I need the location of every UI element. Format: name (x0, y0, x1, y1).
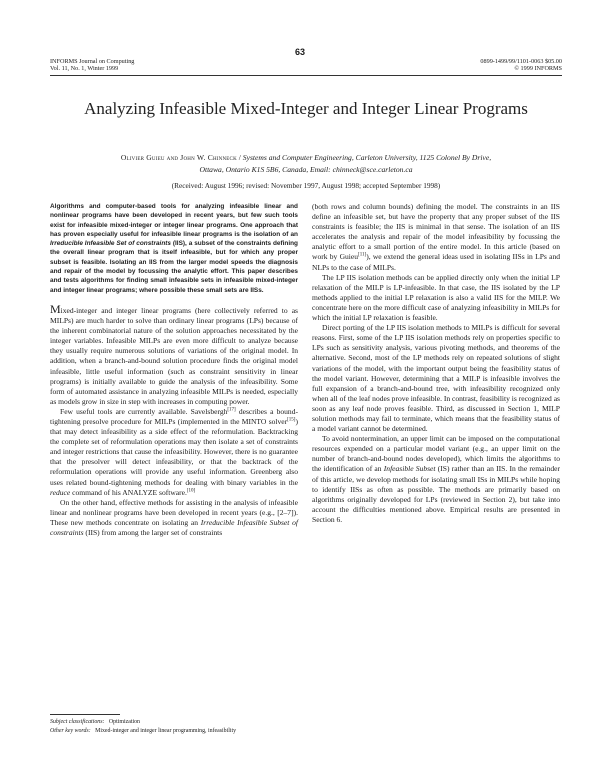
p2-text-b: describes a bound-tightening presolve procedure for MILPs (implemented in the MINTO solver (50, 406, 298, 426)
journal-header-left (50, 58, 134, 73)
abstract-term: Irreducible Infeasible Set of constraints (50, 240, 171, 248)
abstract (50, 202, 298, 295)
p2-term: reduce (50, 487, 71, 497)
drop-cap: M (50, 301, 61, 316)
p3-term: Irreducible Infeasible Subset of constraints (50, 517, 298, 538)
abstract-text-2: (IIS), a subset of the constraints defining the overall linear program that is itself infeasible, but for which any proper subset is feasible. Isolating an IIS from the larger model speeds the diagnosis and repair of the model by focussing the analytic effort. This paper describes and tests algorithms for finding small infeasible sets in infeasible mixed-integer and integer linear programs; where possible these small sets are IISs. (50, 240, 298, 294)
citation-ref: [11] (358, 252, 367, 258)
keywords-label: Other key words: (50, 727, 91, 734)
keywords-value: Mixed-integer and integer linear programming, infeasibility (95, 727, 237, 734)
journal-name: INFORMS Journal on Computing (50, 58, 135, 65)
right-paragraph-2: The LP IIS isolation methods can be applied directly only when the initial LP relaxation of the MILP is LP-infeasible. In that case, the IIS isolated by the LP methods applied to the initial LP relaxation is also a valid IIS for the MILP. We concentrate here on the more difficult case of analyzing infeasibility in MILPs for which the initial LP relaxation is feasible. (312, 272, 560, 323)
author-block (60, 152, 552, 175)
p2-text-d: command of his ANALYZE software. (70, 487, 187, 497)
header-rule (50, 75, 562, 76)
intro-paragraph-1-text: ixed-integer and integer linear programs (here collectively referred to as MILPs) are much harder to solve than ordinary linear programs (LPs) because of the inherent combinatorial nature of the solution approaches necessitated by the integer variables. Infeasible MILPs are even more difficult to analyze because they usually require numerous solutions of variations of the original model. In addition, when a branch-and-bound solution procedure finds the original model infeasible, little useful information (such as constraint sensitivity in linear programs) is initially available to guide the analysis of the infeasibility. Some form of automated assistance in analyzing infeasible MILPs is needed, especially as models grow in size in step with increases in computing power. (50, 305, 298, 406)
intro-paragraph-3 (50, 498, 298, 538)
author-affiliation-line2: Ottawa, Ontario K1S 5B6, Canada, Email: chinneck@sce.carleton.ca (199, 164, 413, 174)
left-column (50, 202, 298, 538)
p3-text-b: (IIS) from among the larger set of constraints (83, 528, 223, 538)
p3-text-a: On the other hand, effective methods for assisting in the analysis of infeasible linear and nonlinear programs have been developed in recent years (e.g., [2–7]). These new methods concentrate on isolating an (50, 497, 298, 527)
page-number: 63 (294, 47, 305, 57)
journal-issn: 0899-1499/99/1101-0063 $05.00 (480, 58, 562, 65)
intro-paragraph-2 (50, 407, 298, 498)
rp1-text-a: (both rows and column bounds) defining the model. The constraints in an IIS define an infeasible set, but have the property that any proper subset of the IIS constraints is feasible; the IIS is minimal in that sense. The isolation of an IIS accelerates the analysis and repair of the model infeasibility by focussing the analytic effort to a small portion of the entire model. In this article (based on work by Guieu (312, 202, 560, 262)
rp4-term: Infeasible Subset (383, 464, 436, 474)
abstract-text-1: Algorithms and computer-based tools for analyzing infeasible linear and nonlinear programs have been developed in recent years, but few such tools exist for infeasible mixed-integer or integer linear programs. One approach that has proven especially useful for infeasible linear programs is the isolation of an (50, 203, 298, 238)
journal-header-right (480, 58, 562, 73)
rp4-text-a: To avoid nontermination, an upper limit can be imposed on the computational resources expended on a particular model variant (e.g., an upper limit on the number of branch-and-bound nodes developed), which limits the algorithms to the identification of an (312, 434, 560, 474)
footnote-rule (50, 714, 120, 715)
right-paragraph-4 (312, 434, 560, 525)
rp1-text-b: ), we extend the general ideas used in isolating IISs in LPs and NLPs to the case of MILPs. (312, 252, 560, 272)
footnotes (50, 718, 562, 735)
journal-volume: Vol. 11, No. 1, Winter 1999 (50, 65, 119, 73)
p2-text-c: ) that may detect infeasibility as a side effect of the reformulation. Backtracking the complete set of reformulation operations may then isolate a set of constraints and integer restrictions that cause the infeasibility. However, there is no guarantee that the presolver will detect infeasibility, or that the backtrack of the reformulation operations will provide any useful information. Greenberg also uses related bound-tightening methods for dealing with binary variables in the (50, 417, 298, 487)
right-paragraph-1 (312, 202, 560, 273)
citation-ref: [15] (287, 417, 296, 423)
author-names: Olivier Guieu and John W. Chinneck (120, 153, 237, 162)
received-dates: (Received: August 1996; revised: November 1997, August 1998; accepted September 1998) (171, 181, 441, 190)
citation-ref: [17] (227, 407, 236, 413)
journal-copyright: © 1999 INFORMS (514, 65, 562, 73)
paper-title: Analyzing Infeasible Mixed-Integer and Integer Linear Programs (84, 99, 528, 118)
subject-classifications (50, 718, 562, 727)
subject-value: Optimization (108, 719, 140, 725)
citation-ref: [10] (186, 488, 196, 494)
right-paragraph-3: Direct porting of the LP IIS isolation methods to MILPs is difficult for several reasons. First, some of the LP IIS isolation methods rely on properties specific to LPs such as sensitivity analysis, various pivoting methods, and theorems of the alternative. Second, most of the LP methods rely on repeated solutions of slight variations of the model, with the important output being the feasibility status of the model variant. However, determining that a MILP is infeasible involves the full expansion of a branch-and-bound tree, with infeasibility recognized only when all of the leaf nodes prove infeasible. In contrast, feasibility is recognized as soon as any leaf node proves feasible. Third, as discussed in Section 1, MILP solution methods may fail to terminate, which means that the feasibility status of a model variant cannot be determined. (312, 323, 560, 434)
author-separator: / (236, 153, 243, 162)
right-column (312, 202, 560, 525)
subject-label: Subject classifications: (50, 719, 105, 725)
intro-paragraph-1 (50, 301, 298, 407)
rp4-text-b: (IS) rather than an IIS. In the remainder of this article, we develop methods for isolating small ISs in MILPs while hoping to identify IISs as often as possible. The methods are primarily based on algorithms originally developed for LPs (reviewed in Section 2), but take into account the difficulties mentioned above. Empirical results are presented in Section 6. (312, 464, 560, 524)
author-affiliation-line1: Systems and Computer Engineering, Carleton University, 1125 Colonel By Drive, (242, 153, 492, 162)
key-words (50, 727, 562, 736)
p2-text-a: Few useful tools are currently available. Savelsbergh (60, 406, 228, 416)
